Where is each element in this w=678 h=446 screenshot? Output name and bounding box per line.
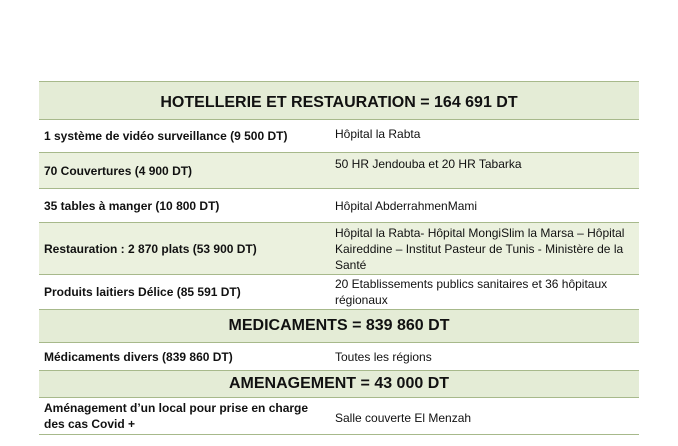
- item-cell: 35 tables à manger (10 800 DT): [44, 198, 220, 213]
- table-row: [39, 223, 639, 275]
- table-row: [39, 120, 639, 153]
- beneficiary-cell: 50 HR Jendouba et 20 HR Tabarka: [335, 157, 522, 171]
- item-cell: Médicaments divers (839 860 DT): [44, 349, 233, 364]
- beneficiary-cell: 20 Etablissements publics sanitaires et 36 hôpitaux régionaux: [335, 277, 608, 307]
- section-title: AMENAGEMENT = 43 000 DT: [228, 375, 450, 392]
- item-cell: Restauration : 2 870 plats (53 900 DT): [44, 241, 257, 256]
- item-cell: Produits laitiers Délice (85 591 DT): [44, 285, 241, 299]
- beneficiary-cell: Hôpital la Rabta- Hôpital MongiSlim la Marsa – Hôpital Kaireddine – Institut Pasteur de Tunis - Ministère de la Santé: [335, 226, 625, 272]
- section-title: MEDICAMENTS = 839 860 DT: [228, 317, 450, 334]
- beneficiary-cell: Hôpital la Rabta: [335, 127, 421, 141]
- section-title: HOTELLERIE ET RESTAURATION = 164 691 DT: [160, 94, 518, 111]
- table-row: [39, 343, 639, 371]
- table-row: [39, 398, 639, 435]
- beneficiary-cell: Hôpital AbderrahmenMami: [335, 199, 478, 213]
- item-cell: 1 système de vidéo surveillance (9 500 DT): [44, 129, 288, 143]
- table-row: [39, 189, 639, 223]
- section-header-medicaments: [39, 310, 639, 343]
- item-cell: Aménagement d’un local pour prise en charge des cas Covid +: [44, 401, 309, 431]
- beneficiary-cell: Toutes les régions: [335, 350, 432, 364]
- donations-table: [39, 81, 639, 435]
- section-header-hotellerie: [39, 81, 639, 120]
- item-cell: 70 Couvertures (4 900 DT): [44, 163, 193, 178]
- table-row: [39, 153, 639, 189]
- table-row: [39, 275, 639, 310]
- section-header-amenagement: [39, 371, 639, 398]
- beneficiary-cell: Salle couverte El Menzah: [335, 411, 472, 425]
